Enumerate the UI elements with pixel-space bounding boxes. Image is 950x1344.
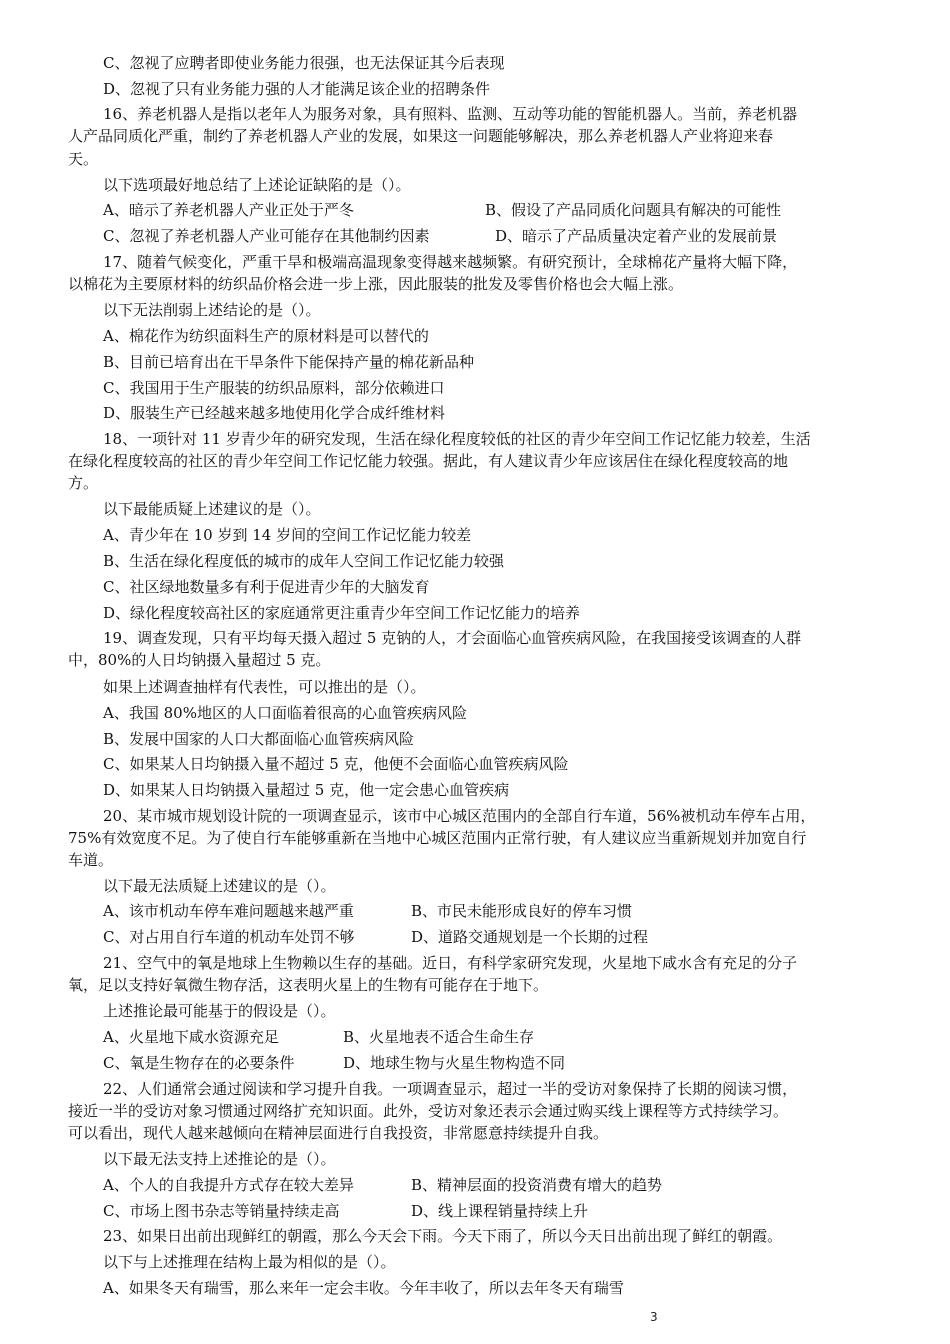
option-c-q17: C、我国用于生产服装的纺织品原料，部分依赖进口 — [103, 379, 445, 397]
option-d-q15: D、忽视了只有业务能力强的人才能满足该企业的招聘条件 — [103, 80, 491, 98]
question-22-text-cont2: 可以看出，现代人越来越倾向在精神层面进行自我投资，非常愿意持续提升自我。 — [68, 1124, 609, 1142]
question-17-prompt: 以下无法削弱上述结论的是（）。 — [103, 301, 321, 319]
question-18-text: 18、一项针对 11 岁青少年的研究发现，生活在绿化程度较低的社区的青少年空间工作记忆能力较差，生活 — [103, 430, 811, 448]
question-19-text-cont: 中，80%的人日均钠摄入量超过 5 克。 — [68, 651, 331, 669]
option-a-q23: A、如果冬天有瑞雪，那么来年一定会丰收。今年丰收了，所以去年冬天有瑞雪 — [103, 1279, 624, 1297]
option-a-q21: A、火星地下咸水资源充足 — [103, 1028, 279, 1046]
question-16-text: 16、养老机器人是指以老年人为服务对象，具有照料、监测、互动等功能的智能机器人。当前，养老机器 — [103, 105, 798, 123]
option-a-q17: A、棉花作为纺织面料生产的原材料是可以替代的 — [103, 327, 429, 345]
option-d-q19: D、如果某人日均钠摄入量超过 5 克，他一定会患心血管疾病 — [103, 781, 510, 799]
question-16-text-cont2: 天。 — [68, 150, 99, 168]
question-20-text-cont: 75%有效宽度不足。为了使自行车能够重新在当地中心城区范围内正常行驶，有人建议应当重新规划并加宽自行 — [68, 829, 807, 847]
options-q21-cd — [103, 1053, 890, 1073]
options-q16-cd — [103, 226, 890, 246]
option-b-q20: B、市民未能形成良好的停车习惯 — [411, 902, 633, 920]
option-b-q17: B、目前已培育出在干旱条件下能保持产量的棉花新品种 — [103, 353, 475, 371]
option-a-q20: A、该市机动车停车难问题越来越严重 — [103, 902, 354, 920]
option-d-q18: D、绿化程度较高社区的家庭通常更注重青少年空间工作记忆能力的培养 — [103, 604, 581, 622]
option-c-q16: C、忽视了养老机器人产业可能存在其他制约因素 — [103, 227, 430, 245]
option-d-q21: D、地球生物与火星生物构造不同 — [343, 1054, 566, 1072]
question-20-text: 20、某市城市规划设计院的一项调查显示，该市中心城区范围内的全部自行车道，56%被机动车停车占用， — [103, 807, 816, 825]
option-d-q22: D、线上课程销量持续上升 — [411, 1202, 589, 1220]
question-17-text: 17、随着气候变化，严重干旱和极端高温现象变得越来越频繁。有研究预计，全球棉花产量将大幅下降， — [103, 253, 798, 271]
option-a-q22: A、个人的自我提升方式存在较大差异 — [103, 1176, 354, 1194]
question-16-text-cont: 人产品同质化严重，制约了养老机器人产业的发展，如果这一问题能够解决，那么养老机器人产业将迎来春 — [68, 127, 774, 145]
option-d-q17: D、服装生产已经越来越多地使用化学合成纤维材料 — [103, 404, 446, 422]
option-b-q16: B、假设了产品同质化问题具有解决的可能性 — [485, 201, 782, 219]
options-q20-ab — [103, 901, 890, 921]
option-d-q16: D、暗示了产品质量决定着产业的发展前景 — [495, 227, 778, 245]
question-19-text: 19、调查发现，只有平均每天摄入超过 5 克钠的人，才会面临心血管疾病风险，在我国接受该调查的人群 — [103, 629, 802, 647]
options-q22-cd — [103, 1201, 890, 1221]
option-b-q18: B、生活在绿化程度低的城市的成年人空间工作记忆能力较强 — [103, 552, 505, 570]
options-q21-ab — [103, 1027, 890, 1047]
question-16-prompt: 以下选项最好地总结了上述论证缺陷的是（）。 — [103, 176, 411, 194]
option-a-q16: A、暗示了养老机器人产业正处于严冬 — [103, 201, 354, 219]
option-c-q20: C、对占用自行车道的机动车处罚不够 — [103, 928, 355, 946]
question-18-text-cont: 在绿化程度较高的社区的青少年空间工作记忆能力较强。据此，有人建议青少年应该居住在绿化程度较高的地 — [68, 452, 789, 470]
page-number: 3 — [650, 1310, 658, 1324]
question-18-prompt: 以下最能质疑上述建议的是（）。 — [103, 500, 321, 518]
options-q20-cd — [103, 927, 890, 947]
option-b-q19: B、发展中国家的人口大都面临心血管疾病风险 — [103, 730, 415, 748]
question-21-text-cont: 氧，足以支持好氧微生物存活，这表明火星上的生物有可能存在于地下。 — [68, 976, 549, 994]
question-21-prompt: 上述推论最可能基于的假设是（）。 — [103, 1002, 336, 1020]
question-23-prompt: 以下与上述推理在结构上最为相似的是（）。 — [103, 1253, 396, 1271]
option-c-q19: C、如果某人日均钠摄入量不超过 5 克，他便不会面临心血管疾病风险 — [103, 755, 569, 773]
option-c-q15: C、忽视了应聘者即使业务能力很强，也无法保证其今后表现 — [103, 54, 505, 72]
question-21-text: 21、空气中的氧是地球上生物赖以生存的基础。近日，有科学家研究发现，火星地下咸水含有充足的分子 — [103, 954, 798, 972]
question-22-prompt: 以下最无法支持上述推论的是（）。 — [103, 1150, 336, 1168]
question-18-text-cont2: 方。 — [68, 474, 99, 492]
option-a-q18: A、青少年在 10 岁到 14 岁间的空间工作记忆能力较差 — [103, 526, 472, 544]
options-q22-ab — [103, 1175, 890, 1195]
question-22-text: 22、人们通常会通过阅读和学习提升自我。一项调查显示，超过一半的受访对象保持了长期的阅读习惯， — [103, 1080, 798, 1098]
question-19-prompt: 如果上述调查抽样有代表性，可以推出的是（）。 — [103, 678, 426, 696]
option-b-q22: B、精神层面的投资消费有增大的趋势 — [411, 1176, 663, 1194]
options-q16-ab — [103, 200, 890, 220]
option-c-q22: C、市场上图书杂志等销量持续走高 — [103, 1202, 340, 1220]
option-b-q21: B、火星地表不适合生命生存 — [343, 1028, 535, 1046]
option-c-q21: C、氧是生物存在的必要条件 — [103, 1054, 295, 1072]
question-23-text: 23、如果日出前出现鲜红的朝霞，那么今天会下雨。今天下雨了，所以今天日出前出现了鲜红的朝霞。 — [103, 1227, 783, 1245]
option-d-q20: D、道路交通规划是一个长期的过程 — [411, 928, 649, 946]
question-20-prompt: 以下最无法质疑上述建议的是（）。 — [103, 877, 336, 895]
option-a-q19: A、我国 80%地区的人口面临着很高的心血管疾病风险 — [103, 704, 467, 722]
question-20-text-cont2: 车道。 — [68, 851, 114, 869]
question-17-text-cont: 以棉花为主要原材料的纺织品价格会进一步上涨，因此服装的批发及零售价格也会大幅上涨。 — [68, 275, 684, 293]
option-c-q18: C、社区绿地数量多有利于促进青少年的大脑发育 — [103, 578, 430, 596]
question-22-text-cont: 接近一半的受访对象习惯通过网络扩充知识面。此外，受访对象还表示会通过购买线上课程等方式持续学习。 — [68, 1102, 789, 1120]
